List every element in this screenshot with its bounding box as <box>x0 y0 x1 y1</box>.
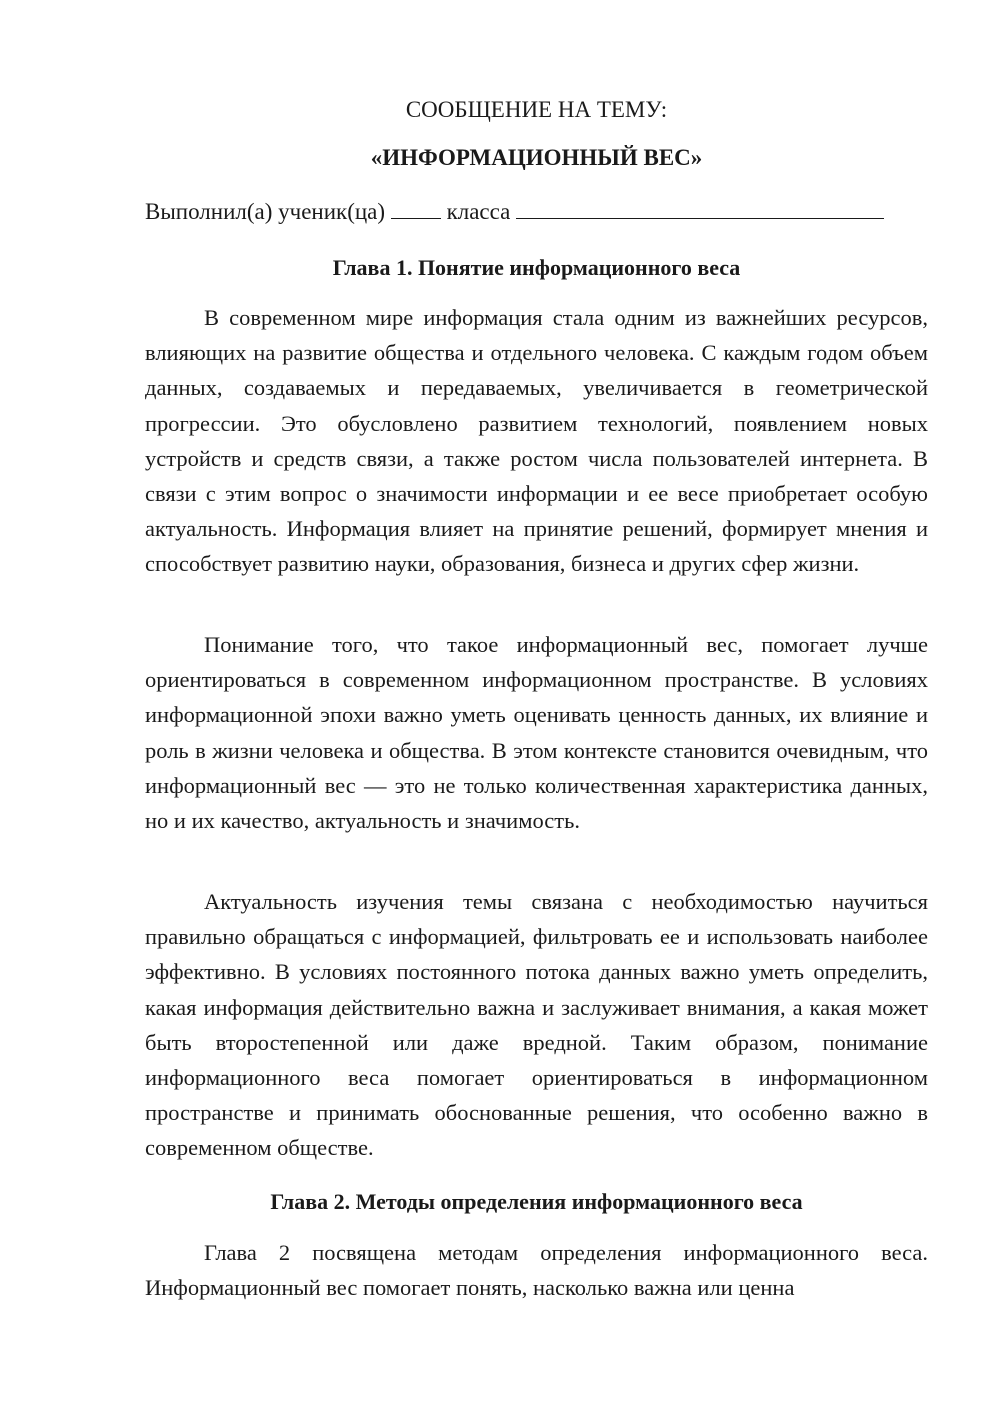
student-name-blank <box>516 198 884 219</box>
chapter1-heading: Глава 1. Понятие информационного веса <box>332 255 741 280</box>
chapter2-heading: Глава 2. Методы определения информационного веса <box>270 1189 803 1214</box>
author-line <box>145 197 928 227</box>
class-number-blank <box>391 198 441 219</box>
chapter1-paragraph: Актуальность изучения темы связана с необходимостью научиться правильно обращаться с информацией, фильтровать ее и использовать наиболее эффективно. В условиях постоянного потока данных важно уметь определить, какая информация действительно важна и заслуживает внимания, а какая может быть второстепенной или даже вредной. Таким образом, понимание информационного веса помогает ориентироваться в информационном пространстве и принимать обоснованные решения, что особенно важно в современном обществе. <box>145 889 928 1161</box>
chapter1-paragraph: Понимание того, что такое информационный вес, помогает лучше ориентироваться в современном информационном пространстве. В условиях информационной эпохи важно уметь оценивать ценность данных, их влияние и роль в жизни человека и общества. В этом контексте становится очевидным, что информационный вес — это не только количественная характеристика данных, но и их качество, актуальность и значимость. <box>145 632 928 834</box>
author-prefix: Выполнил(а) ученик(ца) <box>145 199 386 224</box>
document-title-line2: «ИНФОРМАЦИОННЫЙ ВЕС» <box>370 145 703 170</box>
chapter2-paragraph: Глава 2 посвящена методам определения информационного веса. Информационный вес помогает понять, насколько важна или ценна <box>145 1240 928 1301</box>
author-middle: класса <box>446 199 511 224</box>
chapter1-paragraph: В современном мире информация стала одним из важнейших ресурсов, влияющих на развитие общества и отдельного человека. С каждым годом объем данных, создаваемых и передаваемых, увеличивается в геометрической прогрессии. Это обусловлено развитием технологий, появлением новых устройств и средств связи, а также ростом числа пользователей интернета. В связи с этим вопрос о значимости информации и ее весе приобретает особую актуальность. Информация влияет на принятие решений, формирует мнения и способствует развитию науки, образования, бизнеса и других сфер жизни. <box>145 305 928 577</box>
document-title-line1: СООБЩЕНИЕ НА ТЕМУ: <box>405 97 668 122</box>
